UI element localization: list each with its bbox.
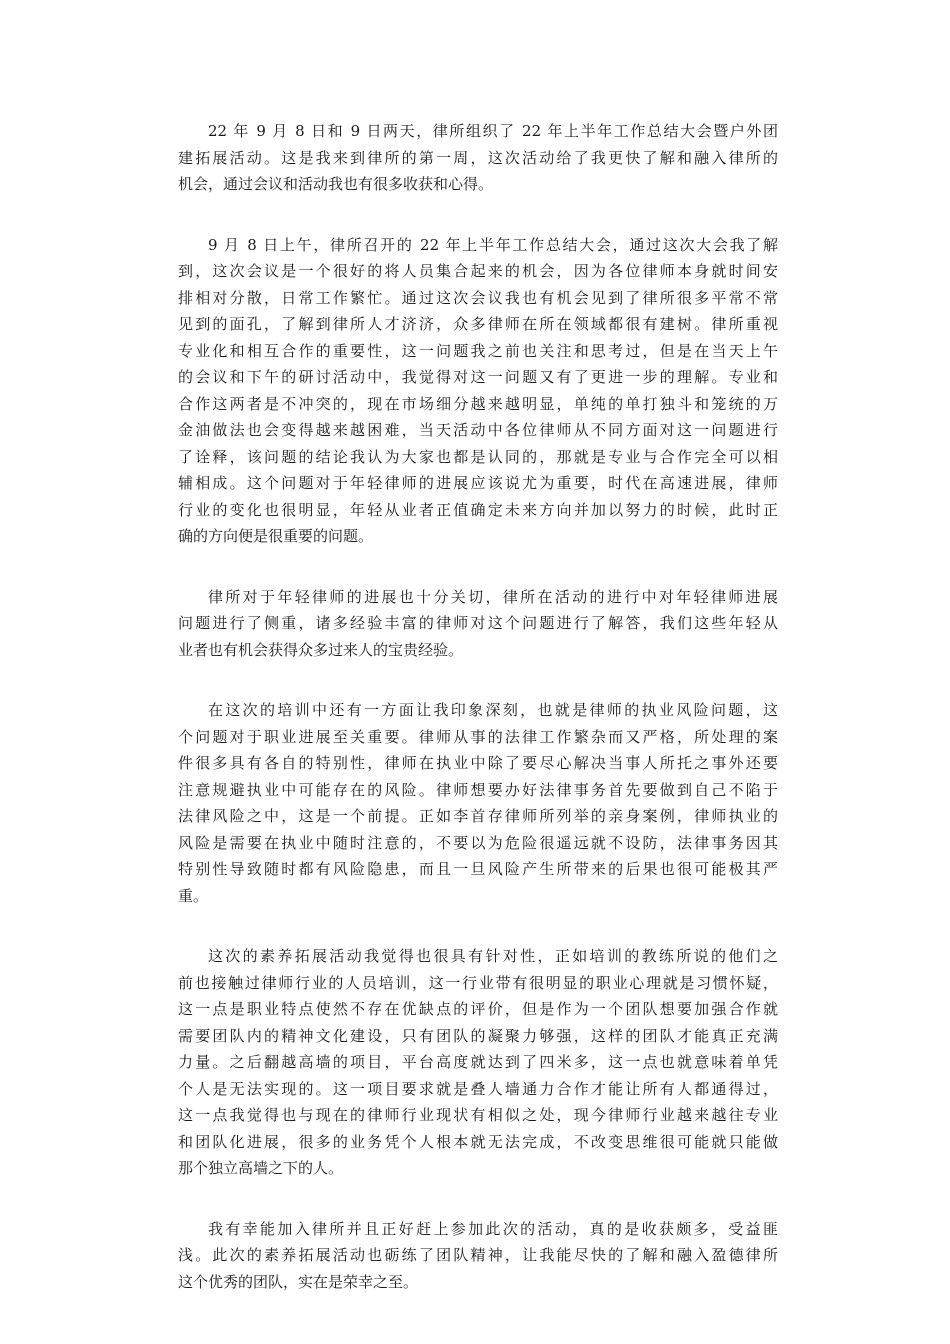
text-line: 排相对分散，日常工作繁忙。通过这次会议我也有机会见到了律所很多平常不常 <box>178 288 778 307</box>
text-line: 风险是需要在执业中随时注意的，不要以为危险很遥远就不设防，法律事务因其 <box>178 833 778 852</box>
text-line: 力量。之后翻越高墙的项目，平台高度就达到了四米多，这一点也就意味着单凭 <box>178 1053 778 1071</box>
text-line: 和团队化进展，很多的业务凭个人根本就无法完成，不改变思维很可能就只能做 <box>178 1132 778 1151</box>
text-line: 特别性导致随时都有风险隐患，而且一旦风险产生所带来的后果也很可能极其严 <box>178 860 778 878</box>
text-line: 那个独立高墙之下的人。 <box>178 1159 344 1177</box>
text-line: 需要团队内的精神文化建设，只有团队的凝聚力够强，这样的团队才能真正充满 <box>178 1026 778 1045</box>
text-line: 9 月 8 日上午，律所召开的 22 年上半年工作总结大会，通过这次大会我了解 <box>208 235 778 254</box>
text-line: 件很多具有各自的特别性，律师在执业中除了要尽心解决当事人所托之事外还要 <box>178 754 778 772</box>
paragraph <box>178 943 778 1182</box>
text-line: 我有幸能加入律所并且正好赶上参加此次的活动，真的是收获颇多，受益匪 <box>208 1219 778 1238</box>
paragraph <box>178 1216 778 1296</box>
text-line: 这次的素养拓展活动我觉得也很具有针对性，正如培训的教练所说的他们之 <box>208 947 778 965</box>
text-line: 确的方向便是很重要的问题。 <box>178 527 374 545</box>
text-line: 辅相成。这个问题对于年轻律师的进展应该说尤为重要，时代在高速进展，律师 <box>178 474 778 492</box>
text-line: 这个优秀的团队，实在是荣幸之至。 <box>178 1272 419 1291</box>
text-line: 行业的变化也很明显，年轻从业者正值确定未来方向并加以努力的时候，此时正 <box>178 500 778 519</box>
text-line: 这一点是职业特点使然不存在优缺点的评价，但是作为一个团队想要加强合作就 <box>178 1000 778 1018</box>
text-line: 个问题对于职业进展至关重要。律师从事的法律工作繁杂而又严格，所处理的案 <box>178 727 778 746</box>
text-line: 到，这次会议是一个很好的将人员集合起来的机会，因为各位律师本身就时间安 <box>178 262 778 280</box>
text-line: 金油做法也会变得越来越困难，当天活动中各位律师从不同方面对这一问题进行 <box>178 421 778 439</box>
paragraph <box>178 118 778 198</box>
paragraph <box>178 232 778 550</box>
text-line: 重。 <box>178 886 209 905</box>
text-line: 专业化和相互合作的重要性，这一问题我之前也关注和思考过，但是在当天上午 <box>178 341 778 360</box>
text-line: 个人是无法实现的。这一项目要求就是叠人墙通力合作才能让所有人都通得过， <box>178 1079 778 1098</box>
text-line: 律所对于年轻律师的进展也十分关切，律所在活动的进行中对年轻律师进展 <box>208 587 778 606</box>
text-line: 前也接触过律师行业的人员培训，这一行业带有很明显的职业心理就是习惯怀疑， <box>178 973 778 992</box>
text-line: 22 年 9 月 8 日和 9 日两天，律所组织了 22 年上半年工作总结大会暨户外团 <box>208 122 778 140</box>
text-line: 浅。此次的素养拓展活动也砺练了团队精神，让我能尽快的了解和融入盈德律所 <box>178 1246 778 1264</box>
document-body <box>178 118 778 1329</box>
text-line: 建拓展活动。这是我来到律所的第一周，这次活动给了我更快了解和融入律所的 <box>178 148 778 167</box>
text-line: 在这次的培训中还有一方面让我印象深刻，也就是律师的执业风险问题，这 <box>208 701 778 719</box>
text-line: 这一点我觉得也与现在的律师行业现状有相似之处，现今律师行业越来越往专业 <box>178 1106 778 1124</box>
paragraph <box>178 584 778 664</box>
text-line: 法律风险之中，这是一个前提。正如李首存律师所列举的亲身案例，律师执业的 <box>178 807 778 825</box>
paragraph <box>178 697 778 909</box>
text-line: 机会，通过会议和活动我也有很多收获和心得。 <box>178 175 494 193</box>
text-line: 业者也有机会获得众多过来人的宝贵经验。 <box>178 640 464 659</box>
text-line: 问题进行了侧重，诸多经验丰富的律师对这个问题进行了解答，我们这些年轻从 <box>178 614 778 632</box>
text-line: 了诠释，该问题的结论我认为大家也都是认同的，那就是专业与合作完全可以相 <box>178 447 778 466</box>
text-line: 注意规避执业中可能存在的风险。律师想要办好法律事务首先要做到自己不陷于 <box>178 780 778 799</box>
text-line: 见到的面孔，了解到律所人才济济，众多律师在所在领域都很有建树。律所重视 <box>178 315 778 333</box>
text-line: 合作这两者是不冲突的，现在市场细分越来越明显，单纯的单打独斗和笼统的万 <box>178 394 778 413</box>
text-line: 的会议和下午的研讨活动中，我觉得对这一问题又有了更进一步的理解。专业和 <box>178 368 778 386</box>
